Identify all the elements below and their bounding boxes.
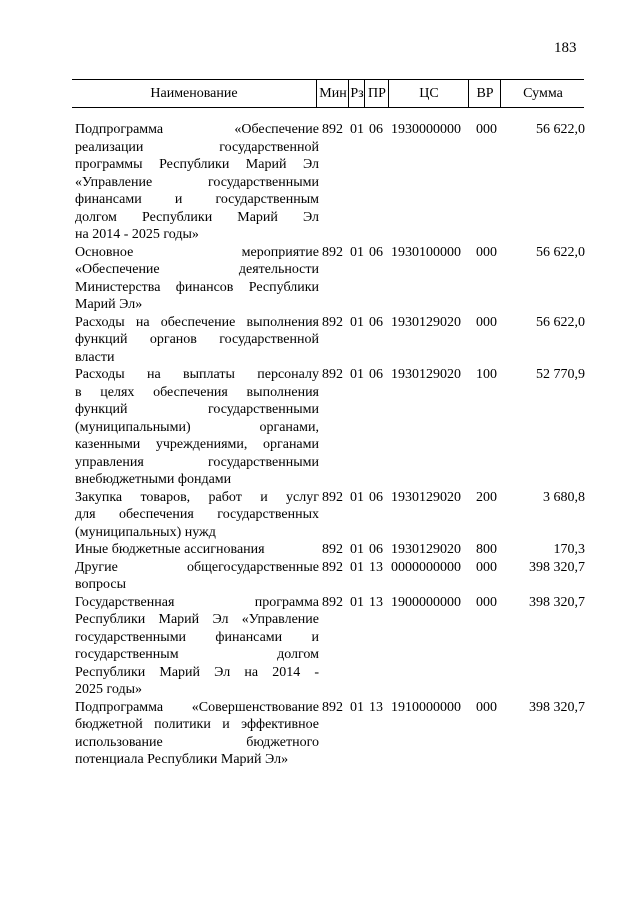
header-min: Мин xyxy=(316,80,349,107)
cell-vr: 000 xyxy=(476,314,497,330)
row-name-line: Подпрограмма «Совершенствование xyxy=(75,699,319,715)
row-name-line: (муниципальными) органами, xyxy=(75,419,319,435)
cell-sum: 56 622,0 xyxy=(536,314,585,330)
row-name-line: вопросы xyxy=(75,577,126,592)
row-name-line: власти xyxy=(75,349,115,365)
cell-rz: 01 xyxy=(350,314,364,330)
cell-sum: 3 680,8 xyxy=(543,489,585,505)
row-name-line: управления государственными xyxy=(75,454,319,470)
cell-pr: 13 xyxy=(369,699,383,715)
table-row xyxy=(75,244,585,314)
row-name-line: Государственная программа xyxy=(75,594,319,610)
cell-pr: 06 xyxy=(369,367,383,382)
cell-vr: 000 xyxy=(476,699,497,715)
cell-min: 892 xyxy=(322,489,343,505)
cell-cs: 1930129020 xyxy=(391,367,461,382)
cell-rz: 01 xyxy=(350,489,364,505)
cell-pr: 06 xyxy=(369,244,383,260)
header-sum: Сумма xyxy=(500,80,585,107)
cell-min: 892 xyxy=(322,367,343,382)
cell-cs: 0000000000 xyxy=(391,559,461,575)
row-name-line: «Управление государственными xyxy=(75,174,319,190)
cell-vr: 200 xyxy=(476,489,497,505)
table-row xyxy=(75,489,585,542)
cell-vr: 000 xyxy=(476,244,497,260)
row-name xyxy=(75,541,319,559)
cell-pr: 13 xyxy=(369,559,383,575)
table-header xyxy=(72,79,584,108)
table-row xyxy=(75,594,585,699)
row-name-line: Расходы на обеспечение выполнения xyxy=(75,314,319,330)
header-cs: ЦС xyxy=(388,80,469,107)
header-vr: ВР xyxy=(468,80,501,107)
row-name-line: Закупка товаров, работ и услуг xyxy=(75,489,319,505)
row-name-line: казенными учреждениями, органами xyxy=(75,437,319,452)
row-name-line: Основное мероприятие xyxy=(75,244,319,260)
cell-pr: 06 xyxy=(369,314,383,330)
table-row xyxy=(75,314,585,367)
row-name-line: государственным долгом xyxy=(75,647,319,662)
row-name xyxy=(75,559,319,594)
row-name-line: внебюджетными фондами xyxy=(75,472,232,487)
table-row xyxy=(75,559,585,594)
cell-min: 892 xyxy=(322,699,343,715)
cell-rz: 01 xyxy=(350,122,364,137)
table-row xyxy=(75,541,585,559)
cell-sum: 56 622,0 xyxy=(536,244,585,260)
header-pr: ПР xyxy=(364,80,389,107)
cell-sum: 170,3 xyxy=(553,542,585,557)
cell-cs: 1930129020 xyxy=(391,542,461,557)
row-name-line: Расходы на выплаты персоналу xyxy=(75,367,319,382)
cell-min: 892 xyxy=(322,559,343,575)
table-body xyxy=(75,121,585,769)
cell-pr: 06 xyxy=(369,542,383,557)
cell-cs: 1910000000 xyxy=(391,699,461,715)
row-name-line: в целях обеспечения выполнения xyxy=(75,384,319,400)
row-name-line: функций государственными xyxy=(75,402,319,417)
cell-cs: 1900000000 xyxy=(391,594,461,610)
cell-rz: 01 xyxy=(350,559,364,575)
cell-vr: 000 xyxy=(476,594,497,610)
row-name-line: Министерства финансов Республики xyxy=(75,279,319,295)
row-name-line: финансами и государственным xyxy=(75,192,319,207)
row-name-line: использование бюджетного xyxy=(75,734,319,750)
row-name-line: «Обеспечение деятельности xyxy=(75,262,319,277)
cell-cs: 1930000000 xyxy=(391,122,461,137)
page-number: 183 xyxy=(554,40,577,56)
cell-min: 892 xyxy=(322,594,343,610)
row-name-line: бюджетной политики и эффективное xyxy=(75,717,319,732)
row-name-line: долгом Республики Марий Эл xyxy=(75,209,319,225)
cell-vr: 000 xyxy=(476,559,497,575)
cell-sum: 52 770,9 xyxy=(536,367,585,382)
cell-vr: 800 xyxy=(476,542,497,557)
cell-rz: 01 xyxy=(350,244,364,260)
cell-min: 892 xyxy=(322,244,343,260)
table-row xyxy=(75,699,585,769)
table-row xyxy=(75,366,585,489)
row-name-line: Марий Эл» xyxy=(75,297,143,312)
cell-sum: 398 320,7 xyxy=(529,699,585,715)
cell-rz: 01 xyxy=(350,594,364,610)
row-name-line: 2025 годы» xyxy=(75,682,143,697)
header-name: Наименование xyxy=(150,86,238,101)
row-name-line: (муниципальных) нужд xyxy=(75,524,216,540)
cell-sum: 398 320,7 xyxy=(529,594,585,610)
row-name-line: реализации государственной xyxy=(75,139,319,155)
cell-rz: 01 xyxy=(350,367,364,382)
row-name xyxy=(75,314,319,367)
cell-cs: 1930129020 xyxy=(391,489,461,505)
cell-sum: 56 622,0 xyxy=(536,122,585,137)
row-name xyxy=(75,594,319,699)
cell-sum: 398 320,7 xyxy=(529,559,585,575)
row-name-line: программы Республики Марий Эл xyxy=(75,157,319,172)
row-name-line: Республики Марий Эл «Управление xyxy=(75,612,319,627)
cell-vr: 100 xyxy=(476,367,497,382)
row-name xyxy=(75,699,319,769)
header-rz: Рз xyxy=(348,80,365,107)
cell-pr: 06 xyxy=(369,489,383,505)
cell-rz: 01 xyxy=(350,699,364,715)
row-name-line: Другие общегосударственные xyxy=(75,559,319,575)
row-name xyxy=(75,366,319,489)
row-name-line: на 2014 - 2025 годы» xyxy=(75,227,199,242)
row-name xyxy=(75,489,319,542)
cell-pr: 06 xyxy=(369,122,383,137)
row-name-line: государственными финансами и xyxy=(75,629,319,645)
row-name xyxy=(75,121,319,244)
row-name-line: Подпрограмма «Обеспечение xyxy=(75,122,319,137)
cell-min: 892 xyxy=(322,542,343,557)
cell-min: 892 xyxy=(322,122,343,137)
cell-cs: 1930129020 xyxy=(391,314,461,330)
row-name-line: Республики Марий Эл на 2014 - xyxy=(75,664,319,680)
row-name xyxy=(75,244,319,314)
row-name-line: для обеспечения государственных xyxy=(75,507,319,522)
cell-vr: 000 xyxy=(476,122,497,137)
row-name-line: функций органов государственной xyxy=(75,332,319,347)
cell-rz: 01 xyxy=(350,542,364,557)
cell-pr: 13 xyxy=(369,594,383,610)
cell-min: 892 xyxy=(322,314,343,330)
cell-cs: 1930100000 xyxy=(391,244,461,260)
row-name-line: Иные бюджетные ассигнования xyxy=(75,542,265,557)
table-row xyxy=(75,121,585,244)
row-name-line: потенциала Республики Марий Эл» xyxy=(75,752,289,767)
